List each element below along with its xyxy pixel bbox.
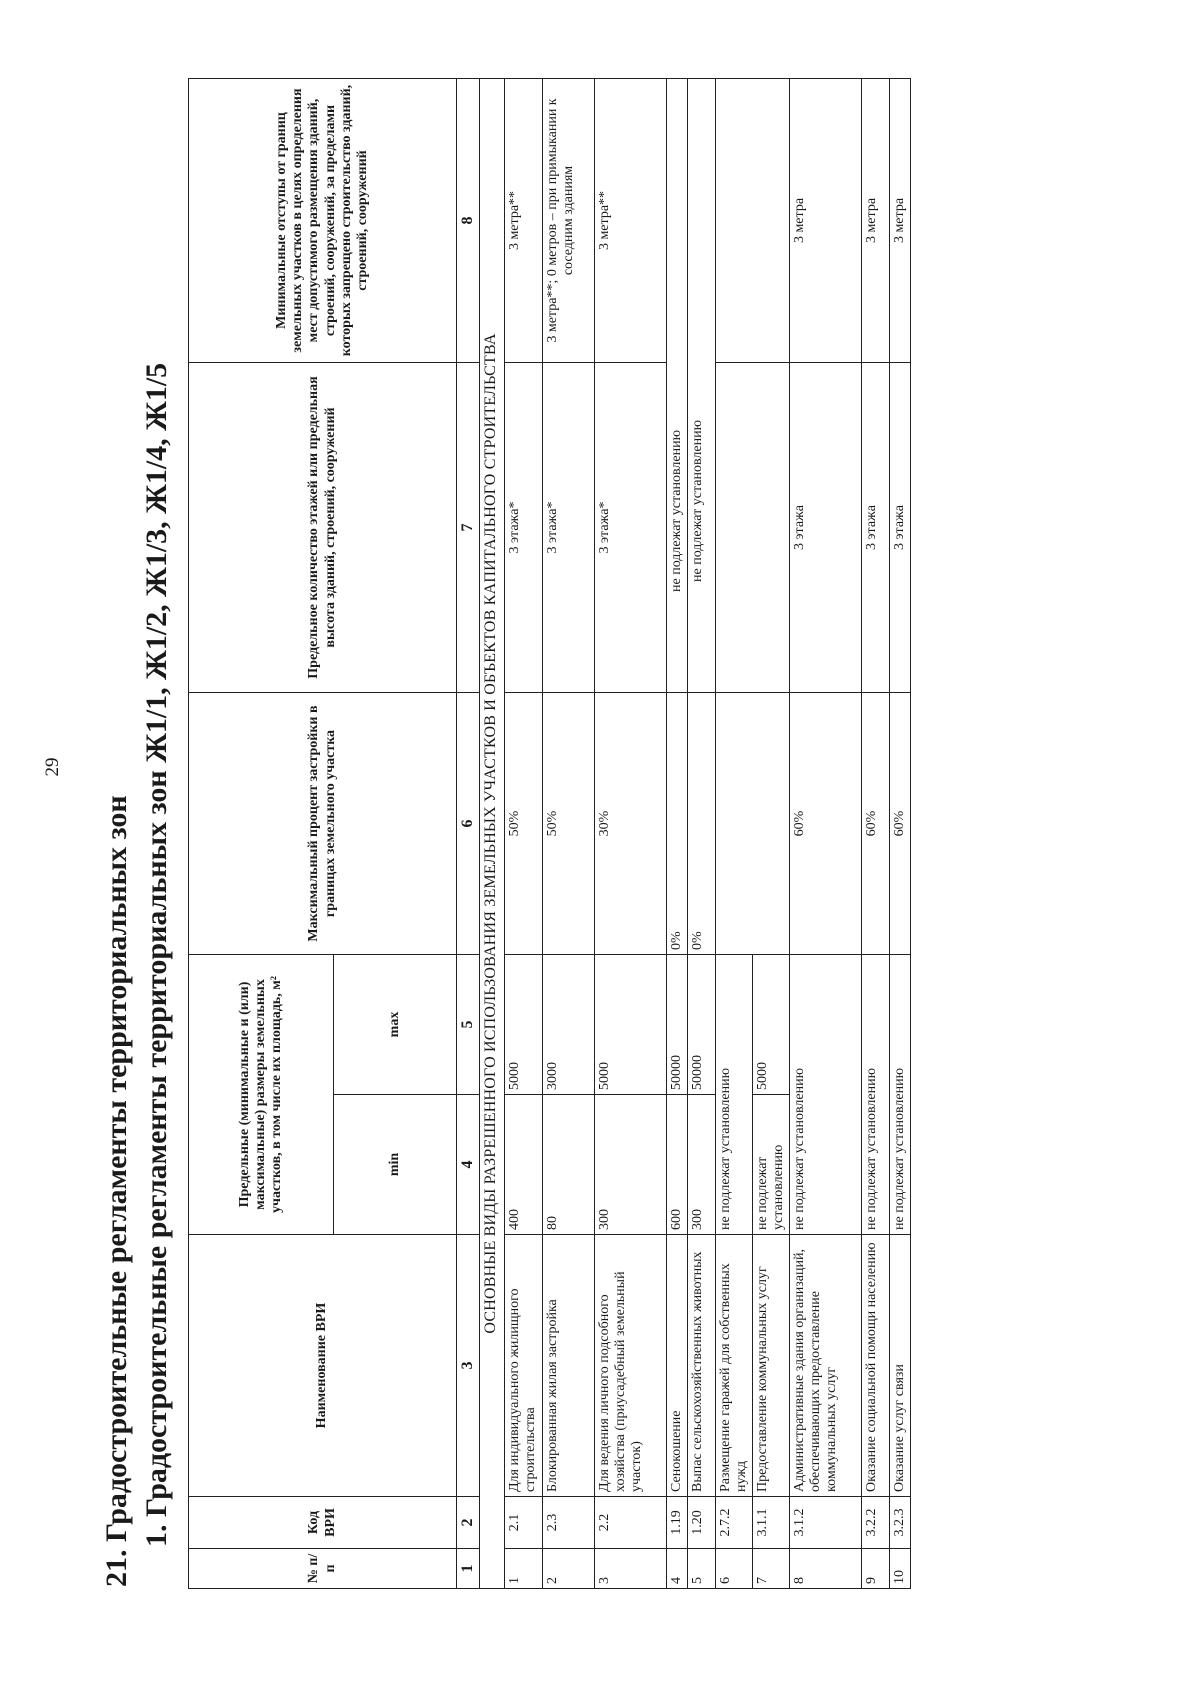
row-code: 1.20 <box>687 1497 715 1549</box>
row-number: 8 <box>790 1549 862 1589</box>
empty-cell <box>715 363 789 693</box>
row-name: Для ведения личного подсобного хозяйства (приусадебный земельный участок) <box>594 1235 666 1497</box>
row-percent: 60% <box>790 693 862 955</box>
row-name: Для индивидуального жилищного строительства <box>505 1235 542 1497</box>
row-max: 3000 <box>542 955 594 1095</box>
row-setback: 3 метра** <box>505 79 542 363</box>
row-number: 5 <box>687 1549 715 1589</box>
column-number: 7 <box>457 363 480 693</box>
column-number: 2 <box>457 1497 480 1549</box>
row-number: 7 <box>752 1549 789 1589</box>
row-code: 2.2 <box>594 1497 666 1549</box>
row-floors: 3 этажа <box>862 363 890 693</box>
row-percent: 0% <box>666 693 687 955</box>
row-name: Предоставление коммунальных услуг <box>752 1235 789 1497</box>
column-number: 8 <box>457 79 480 363</box>
header-min: min <box>334 1095 457 1235</box>
row-number: 2 <box>542 1549 594 1589</box>
table-row <box>862 79 890 1589</box>
table-row <box>594 79 666 1589</box>
row-max: 5000 <box>752 955 789 1095</box>
row-max: 5000 <box>594 955 666 1095</box>
row-number: 9 <box>862 1549 890 1589</box>
table-row <box>666 79 687 1589</box>
row-code: 2.7.2 <box>715 1497 752 1549</box>
table-row <box>715 79 752 1589</box>
row-code: 2.1 <box>505 1497 542 1549</box>
row-code: 3.1.1 <box>752 1497 789 1549</box>
row-floors: 3 этажа <box>790 363 862 693</box>
column-number: 4 <box>457 1095 480 1235</box>
row-number: 10 <box>890 1549 911 1589</box>
header-number: № п/п <box>189 1549 457 1589</box>
row-code: 3.1.2 <box>790 1497 862 1549</box>
row-setback: 3 метра <box>790 79 862 363</box>
row-code: 1.19 <box>666 1497 687 1549</box>
row-name: Выпас сельскохозяйственных животных <box>687 1235 715 1497</box>
row-setback: 3 метра**; 0 метров – при примыкании к соседним зданиям <box>542 79 594 363</box>
row-size: не подлежат установлению <box>862 955 890 1235</box>
row-number: 4 <box>666 1549 687 1589</box>
row-percent: 50% <box>505 693 542 955</box>
regulations-table <box>188 78 911 1589</box>
row-min: 300 <box>687 1095 715 1235</box>
section-row <box>480 79 505 1589</box>
row-min: 300 <box>594 1095 666 1235</box>
header-floors: Предельное количество этажей или предельная высота зданий, строений, сооружений <box>189 363 457 693</box>
table-row <box>890 79 911 1589</box>
row-number: 6 <box>715 1549 752 1589</box>
empty-cell <box>715 693 789 955</box>
row-floors: 3 этажа <box>890 363 911 693</box>
row-setback: 3 метра <box>862 79 890 363</box>
column-number: 1 <box>457 1549 480 1589</box>
row-floors-setback: не подлежат установлению <box>687 79 715 693</box>
row-max: 50000 <box>687 955 715 1095</box>
row-setback: 3 метра <box>890 79 911 363</box>
header-row <box>189 79 334 1589</box>
row-number: 3 <box>594 1549 666 1589</box>
row-name: Размещение гаражей для собственных нужд <box>715 1235 752 1497</box>
row-size: не подлежат установлению <box>890 955 911 1235</box>
header-max: max <box>334 955 457 1095</box>
row-percent: 0% <box>687 693 715 955</box>
row-number: 1 <box>505 1549 542 1589</box>
page-title: 21. Градостроительные регламенты территориальных зон <box>100 795 133 1587</box>
row-code: 3.2.2 <box>862 1497 890 1549</box>
row-min: 600 <box>666 1095 687 1235</box>
table-row <box>505 79 542 1589</box>
section-title: ОСНОВНЫЕ ВИДЫ РАЗРЕШЕННОГО ИСПОЛЬЗОВАНИЯ ЗЕМЕЛЬНЫХ УЧАСТКОВ И ОБЪЕКТОВ КАПИТАЛЬНОГО СТРОИТЕЛЬСТВА <box>480 79 505 1589</box>
empty-cell <box>715 79 789 363</box>
row-name: Оказание услуг связи <box>890 1235 911 1497</box>
header-name: Наименование ВРИ <box>189 1235 457 1497</box>
row-max: 5000 <box>505 955 542 1095</box>
header-setback: Минимальные отступы от границ земельных участков в целях определения мест допустимого размещения зданий, строений, сооружений, за пределами которых запрещено строительство зданий, строений, сооружений <box>189 79 457 363</box>
row-name: Сенокошение <box>666 1235 687 1497</box>
row-name: Блокированная жилая застройка <box>542 1235 594 1497</box>
table-row <box>687 79 715 1589</box>
column-number-row <box>457 79 480 1589</box>
row-code: 2.3 <box>542 1497 594 1549</box>
row-percent: 60% <box>862 693 890 955</box>
column-number: 6 <box>457 693 480 955</box>
row-name: Административные здания организаций, обеспечивающих предоставление коммунальных услуг <box>790 1235 862 1497</box>
row-floors: 3 этажа* <box>505 363 542 693</box>
row-floors-setback: не подлежат установлению <box>666 79 687 693</box>
row-min: не подлежат установлению <box>752 1095 789 1235</box>
row-min: 80 <box>542 1095 594 1235</box>
row-floors: 3 этажа* <box>542 363 594 693</box>
column-number: 3 <box>457 1235 480 1497</box>
row-percent: 60% <box>890 693 911 955</box>
row-size: не подлежат установлению <box>790 955 862 1235</box>
page-subtitle: 1. Градостроительные регламенты территориальных зон Ж1/1, Ж1/2, Ж1/3, Ж1/4, Ж1/5 <box>140 362 173 1547</box>
row-code: 3.2.3 <box>890 1497 911 1549</box>
row-floors: 3 этажа* <box>594 363 666 693</box>
column-number: 5 <box>457 955 480 1095</box>
page-number: 29 <box>42 757 63 777</box>
row-setback: 3 метра** <box>594 79 666 363</box>
row-size: не подлежат установлению <box>715 955 752 1235</box>
row-name: Оказание социальной помощи населению <box>862 1235 890 1497</box>
row-percent: 50% <box>542 693 594 955</box>
header-size: Предельные (минимальные и (или) максимальные) размеры земельных участков, в том числе их площадь, м² <box>189 955 334 1235</box>
row-percent: 30% <box>594 693 666 955</box>
table-row <box>790 79 862 1589</box>
header-percent: Максимальный процент застройки в границах земельного участка <box>189 693 457 955</box>
table-row <box>542 79 594 1589</box>
row-max: 50000 <box>666 955 687 1095</box>
row-min: 400 <box>505 1095 542 1235</box>
header-code: Код ВРИ <box>189 1497 457 1549</box>
